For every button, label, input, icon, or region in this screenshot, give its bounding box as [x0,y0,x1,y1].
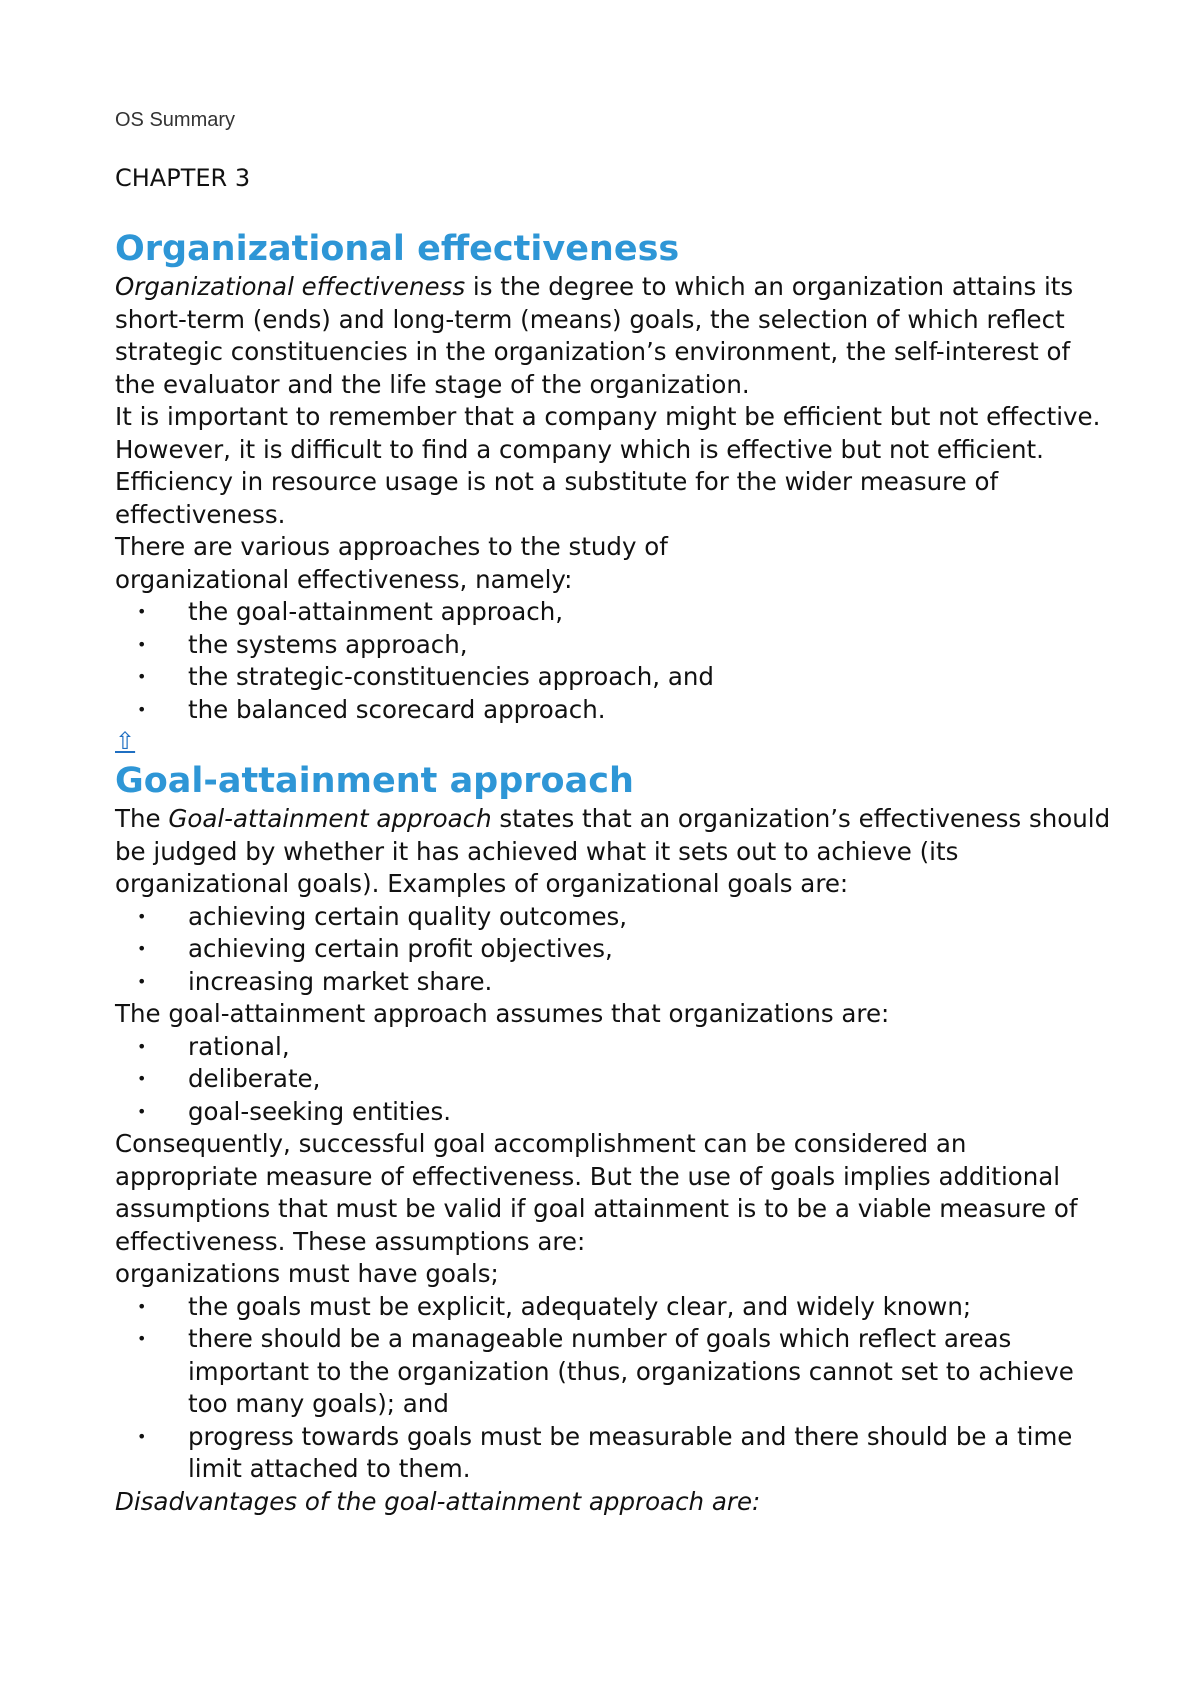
assumes-list [115,1031,1115,1129]
assumptions-list [115,1291,1115,1486]
definition-text: is the degree to which an organization attains its short-term (ends) and long-term (means) goals, the selection of which reflect strategic constituencies in the organization’s environment, the self-interest of the evaluator and the life stage of the organization. [115,272,1074,399]
list-item: • there should be a manageable number of goals which reflect areas important to the organization (thus, organizations cannot set to achieve too many goals); and [115,1323,1115,1421]
list-item: • rational, [115,1031,1115,1064]
section-heading-organizational-effectiveness: Organizational effectiveness [115,229,680,269]
must-have-goals: organizations must have goals; [115,1259,499,1288]
goal-attainment-intro [115,803,1115,901]
disadvantages-text: Disadvantages of the goal-attainment approach are: [115,1486,761,1516]
definition-paragraph [115,271,1115,401]
consequently-paragraph: Consequently, successful goal accomplishment can be considered an appropriate measure of effectiveness. But the use of goals implies additional assumptions that must be valid if goal attainment is to be a viable measure of effectiveness. These assumptions are: [115,1129,1078,1256]
disadvantages-heading [115,1486,1115,1519]
definition-term: Organizational effectiveness [115,272,466,301]
list-item: • goal-seeking entities. [115,1096,1115,1129]
list-item: • progress towards goals must be measurable and there should be a time limit attached to them. [115,1421,1115,1486]
approaches-intro-line-2: organizational effectiveness, namely: [115,564,573,594]
list-item: • the balanced scorecard approach. [115,694,1115,727]
list-item: • achieving certain quality outcomes, [115,901,1115,934]
document-label: OS Summary [115,109,236,131]
chapter-title: CHAPTER 3 [115,164,251,192]
list-item: • increasing market share. [115,966,1115,999]
list-item: • deliberate, [115,1063,1115,1096]
intro-text: states that an organization’s effectiveness should be judged by whether it has achieved what it sets out to achieve (its organizational goals). Examples of organizational goals are: [115,804,1111,898]
approaches-intro-line-1: There are various approaches to the study of [115,532,668,561]
examples-list [115,901,1115,999]
back-to-top-link[interactable]: ⇧ [115,727,136,755]
efficiency-paragraph: It is important to remember that a company might be efficient but not effective. However, it is difficult to find a company which is effective but not efficient. Efficiency in resource usage is not a substitute for the wider measure of effectiveness. [115,402,1101,529]
intro-prefix: The [115,804,169,833]
section-heading-goal-attainment: Goal-attainment approach [115,761,634,801]
list-item: • the goal-attainment approach, [115,596,1115,629]
assumes-intro: The goal-attainment approach assumes that organizations are: [115,999,890,1028]
approaches-list [115,596,1115,726]
intro-term: Goal-attainment approach [168,804,492,833]
list-item: • achieving certain profit objectives, [115,933,1115,966]
list-item: • the goals must be explicit, adequately clear, and widely known; [115,1291,1115,1324]
document-page [115,108,1115,1518]
list-item: • the systems approach, [115,629,1115,662]
list-item: • the strategic-constituencies approach, and [115,661,1115,694]
